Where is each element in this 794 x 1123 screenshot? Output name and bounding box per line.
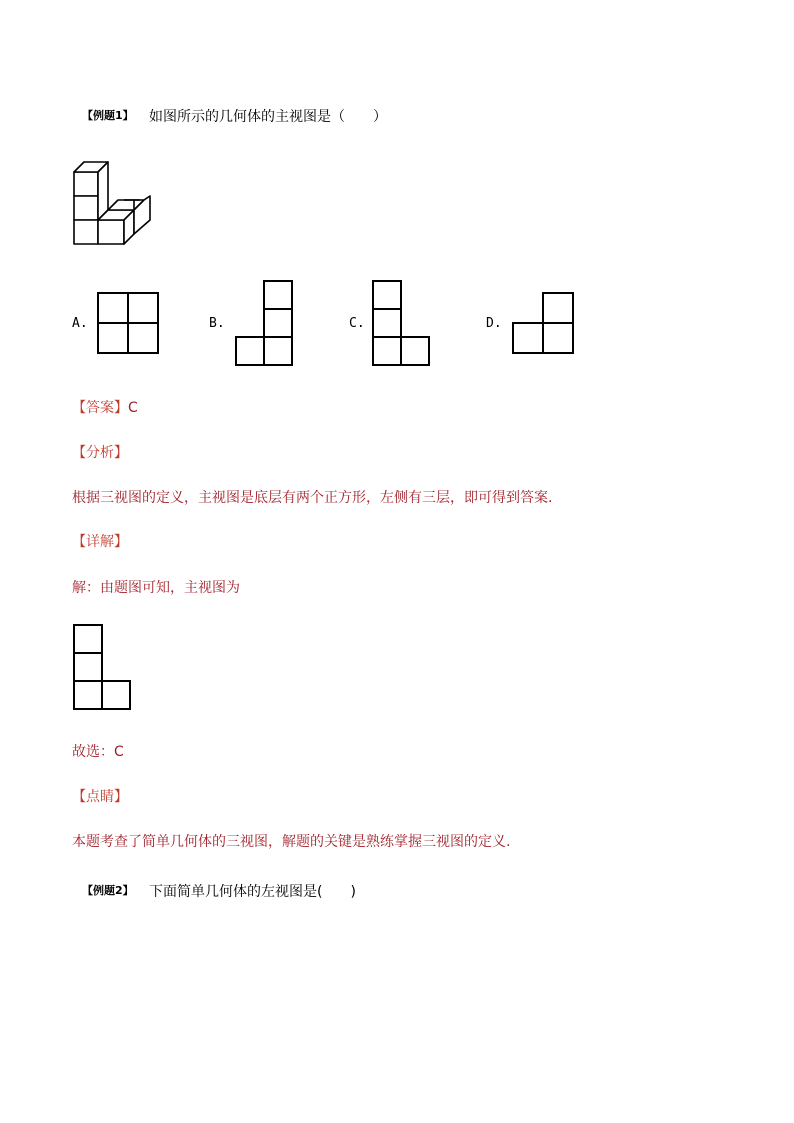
- solution-figure: [73, 624, 131, 710]
- answer-value: C: [128, 400, 138, 416]
- analysis-text: 根据三视图的定义，主视图是底层有两个正方形，左侧有三层，即可得到答案.: [72, 490, 553, 506]
- option-c-figure: [372, 280, 430, 366]
- analysis-label: 【分析】: [72, 445, 128, 461]
- comment-text: 本题考查了简单几何体的三视图，解题的关键是熟练掌握三视图的定义.: [72, 834, 511, 850]
- option-b-label: B.: [209, 316, 225, 331]
- detail-label: 【详解】: [72, 534, 128, 550]
- comment-label: 【点睛】: [72, 789, 128, 805]
- option-a-figure: [97, 292, 159, 354]
- example-2-question: 下面简单几何体的左视图是( ): [149, 884, 356, 900]
- choose-row: [72, 741, 124, 761]
- option-b-figure: [235, 280, 293, 366]
- answer-row: [72, 397, 138, 417]
- choose-label: 故选：: [72, 744, 114, 760]
- solid-figure: [70, 160, 154, 248]
- choose-value: C: [114, 744, 124, 760]
- detail-text: 解：由题图可知，主视图为: [72, 580, 240, 596]
- example-1-tag: 【例题1】: [82, 109, 134, 122]
- option-d-label: D.: [486, 316, 502, 331]
- option-a-label: A.: [72, 316, 88, 331]
- example-1-question: 如图所示的几何体的主视图是（ ）: [149, 109, 387, 125]
- option-c-label: C.: [349, 316, 365, 331]
- example-2-tag: 【例题2】: [82, 884, 134, 897]
- option-d-figure: [512, 292, 574, 354]
- answer-label: 【答案】: [72, 400, 128, 416]
